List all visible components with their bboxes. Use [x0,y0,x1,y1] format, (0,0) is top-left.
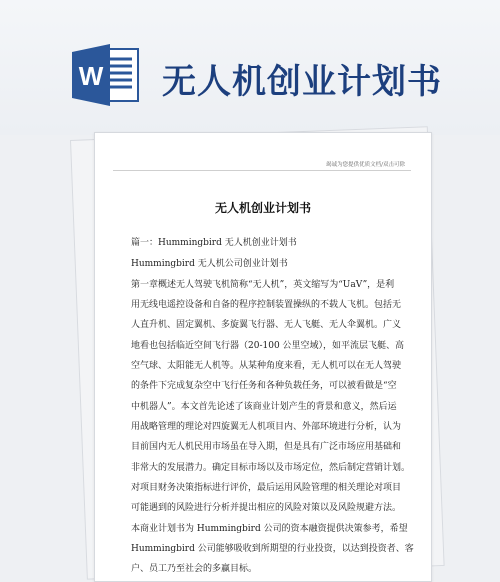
text-line: 户、员工乃至社会的多赢目标。 [131,564,258,574]
text-line: 人直升机、固定翼机、多旋翼飞行器、无人飞艇、无人伞翼机。广义 [131,320,402,330]
word-doc-icon [72,44,142,106]
page-title: 无人机创业计划书 [214,201,311,215]
page-tagline: 竭诚为您提供优质文档/双击可除 [326,162,405,168]
document-page [94,132,432,582]
text-line: Hummingbird 公司能够吸收到所期望的行业投资，以达到投资者、客 [131,544,414,554]
text-line: 中机器人”。本文首先论述了该商业计划产生的背景和意义，然后运 [131,402,397,412]
text-line: Hummingbird 无人机公司创业计划书 [131,259,288,269]
text-line: 空气球、太阳能无人机等。从某种角度来看，无人机可以在无人驾驶 [131,361,402,371]
text-line: 可能遇到的风险进行分析并提出相应的风险对策以及风险规避方法。 [131,503,402,513]
text-line: 地看也包括临近空间飞行器（20-100 公里空域），如平流层飞艇、高 [131,341,405,351]
word-icon-letter: W [78,61,104,91]
text-line: 非常大的发展潜力。确定目标市场以及市场定位，然后制定营销计划。 [131,463,411,473]
text-line: 目前国内无人机民用市场虽在导入期，但是具有广泛市场应用基础和 [131,442,402,452]
text-line: 的条件下完成复杂空中飞行任务和各种负载任务，可以被看做是“空 [131,381,397,391]
text-line: 用无线电遥控设备和自备的程序控制装置操纵的不载人飞机。包括无 [131,300,402,310]
text-line: 本商业计划书为 Hummingbird 公司的资本融资提供决策参考，希望 [131,524,408,534]
document-title: 无人机创业计划书 [162,62,442,102]
header-rule [113,170,411,171]
text-line: 对项目财务决策指标进行评价，最后运用风险管理的相关理论对项目 [131,483,402,493]
text-line: 用战略管理的理论对四旋翼无人机项目内、外部环境进行分析，认为 [131,422,402,432]
text-line: 篇一：Hummingbird 无人机创业计划书 [131,238,297,248]
text-line: 第一章概述无人驾驶飞机简称“无人机”，英文缩写为“UaV”，是利 [131,280,395,290]
